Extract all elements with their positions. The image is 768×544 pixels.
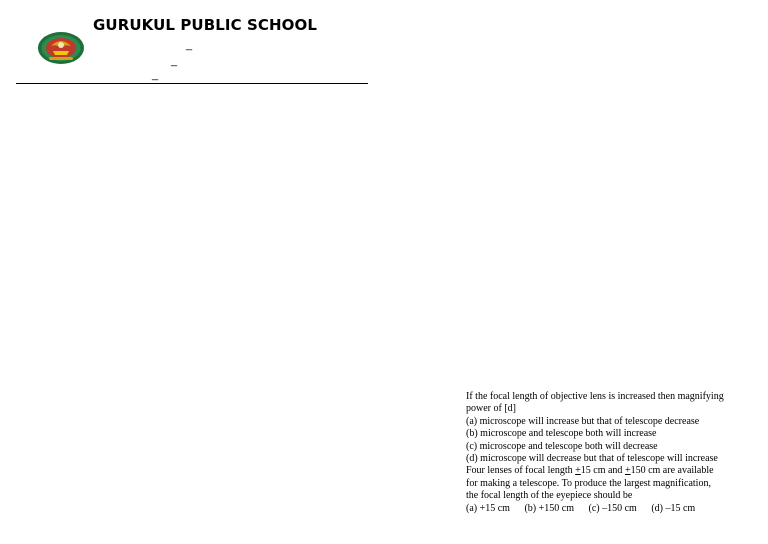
school-name: GURUKUL PUBLIC SCHOOL	[93, 16, 318, 34]
header-dash-mark: _	[171, 55, 178, 67]
school-crest-icon	[37, 30, 85, 66]
question-1-option-c: (c) microscope and telescope both will decrease	[466, 440, 658, 452]
question-2-option-b: (b) +150 cm	[524, 502, 574, 514]
question-2-options	[466, 503, 762, 515]
question-1-option-d: (d) microscope will decrease but that of telescope will increase	[466, 453, 718, 465]
question-1-option-a: (a) microscope will increase but that of telescope decrease	[466, 415, 700, 427]
question-2-stem-text: 150 cm are available	[630, 465, 714, 477]
question-2-option-c: (c) –150 cm	[588, 502, 637, 514]
question-2-stem-text: Four lenses of focal length	[466, 465, 576, 477]
question-1-stem-line: If the focal length of objective lens is increased then magnifying	[466, 391, 724, 402]
question-2-stem-line: for making a telescope. To produce the largest magnification,	[466, 477, 711, 489]
header-dash-mark: _	[152, 69, 159, 81]
plus-minus-sign: +	[624, 465, 631, 477]
question-1-stem-line: power of [d]	[466, 403, 516, 415]
header-divider	[16, 83, 368, 84]
header-dash-mark: _	[186, 39, 193, 51]
question-2-stem-line	[466, 465, 762, 477]
question-1-option-b: (b) microscope and telescope both will increase	[466, 428, 657, 440]
question-block	[466, 391, 762, 515]
question-2-stem-text: 15 cm and	[580, 465, 625, 477]
plus-minus-sign: +	[575, 465, 581, 477]
question-2-stem-line: the focal length of the eyepiece should be	[466, 490, 633, 502]
question-2-option-a: (a) +15 cm	[466, 502, 510, 514]
question-2-option-d: (d) –15 cm	[651, 502, 696, 514]
